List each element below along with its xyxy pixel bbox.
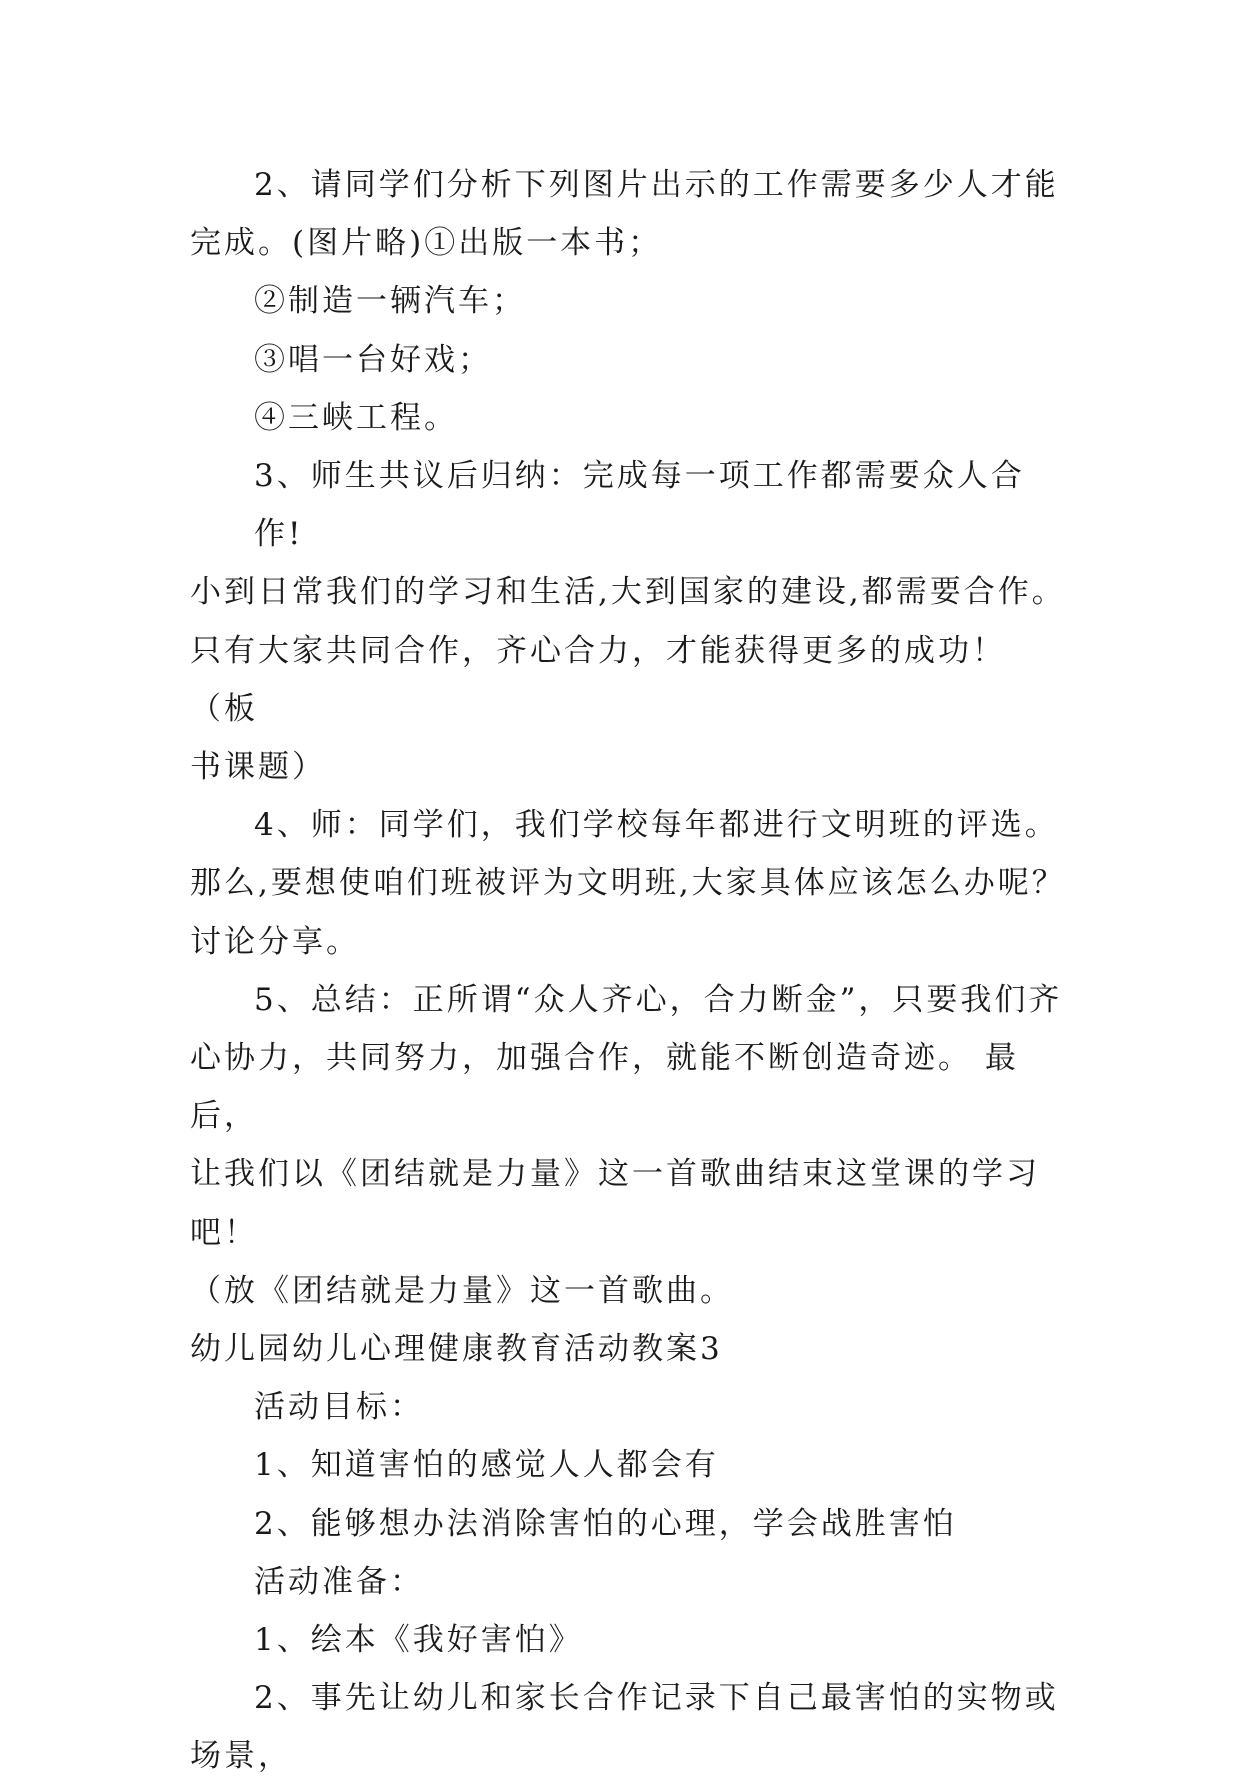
section-title bbox=[190, 1320, 1070, 1378]
goal-item-1 bbox=[190, 1436, 1070, 1494]
paragraph-line: 讨论分享。 bbox=[190, 923, 360, 960]
section-title-text: 幼儿园幼儿心理健康教育活动教案3 bbox=[190, 1331, 723, 1368]
paragraph-line: 小到日常我们的学习和生活,大到国家的建设,都需要合作。 bbox=[190, 574, 1066, 611]
prep-item-2 bbox=[190, 1669, 1070, 1785]
paragraph-line: ②制造一辆汽车； bbox=[254, 283, 526, 320]
paragraph-line: 只有大家共同合作，齐心合力，才能获得更多的成功！（板 bbox=[190, 632, 1006, 727]
prep-item-1 bbox=[190, 1611, 1070, 1669]
list-item-car bbox=[190, 272, 1070, 330]
paragraph-line: 那么,要想使咱们班被评为文明班,大家具体应该怎么办呢？ bbox=[190, 865, 1066, 902]
paragraph-line: （放《团结就是力量》这一首歌曲。 bbox=[190, 1272, 734, 1309]
paragraph-step-3 bbox=[190, 447, 1070, 796]
prep-heading bbox=[190, 1553, 1070, 1611]
paragraph-line: 书课题） bbox=[190, 749, 326, 786]
paragraph-line: 5、总结：正所谓“众人齐心，合力断金”，只要我们齐 bbox=[254, 981, 1063, 1018]
paragraph-step-5 bbox=[190, 971, 1070, 1320]
prep-text: 1、绘本《我好害怕》 bbox=[254, 1622, 583, 1659]
list-item-play bbox=[190, 331, 1070, 389]
paragraph-line: 心协力，共同努力，加强合作，就能不断创造奇迹。 最后， bbox=[190, 1040, 1019, 1135]
paragraph-line: ④三峡工程。 bbox=[254, 399, 458, 436]
paragraph-line: 完成。(图片略)①出版一本书； bbox=[190, 225, 663, 262]
paragraph-line: ③唱一台好戏； bbox=[254, 341, 492, 378]
paragraph-line: 让我们以《团结就是力量》这一首歌曲结束这堂课的学习吧！ bbox=[190, 1156, 1040, 1251]
prep-text: 场景， bbox=[190, 1738, 292, 1775]
paragraph-line: 2、请同学们分析下列图片出示的工作需要多少人才能 bbox=[254, 167, 1059, 203]
goal-item-2 bbox=[190, 1495, 1070, 1553]
prep-heading-text: 活动准备： bbox=[254, 1563, 424, 1600]
prep-text: 2、事先让幼儿和家长合作记录下自己最害怕的实物或 bbox=[254, 1680, 1059, 1717]
list-item-three-gorges bbox=[190, 389, 1070, 447]
document-body bbox=[190, 156, 1070, 1786]
goals-heading bbox=[190, 1378, 1070, 1436]
goal-text: 1、知道害怕的感觉人人都会有 bbox=[254, 1447, 719, 1484]
goals-heading-text: 活动目标： bbox=[254, 1389, 424, 1426]
paragraph-line: 4、师：同学们，我们学校每年都进行文明班的评选。 bbox=[254, 807, 1059, 844]
paragraph-step-4 bbox=[190, 796, 1070, 971]
goal-text: 2、能够想办法消除害怕的心理，学会战胜害怕 bbox=[254, 1505, 957, 1542]
paragraph-line: 3、师生共议后归纳：完成每一项工作都需要众人合作! bbox=[254, 458, 1025, 553]
paragraph-step-2 bbox=[190, 156, 1070, 272]
